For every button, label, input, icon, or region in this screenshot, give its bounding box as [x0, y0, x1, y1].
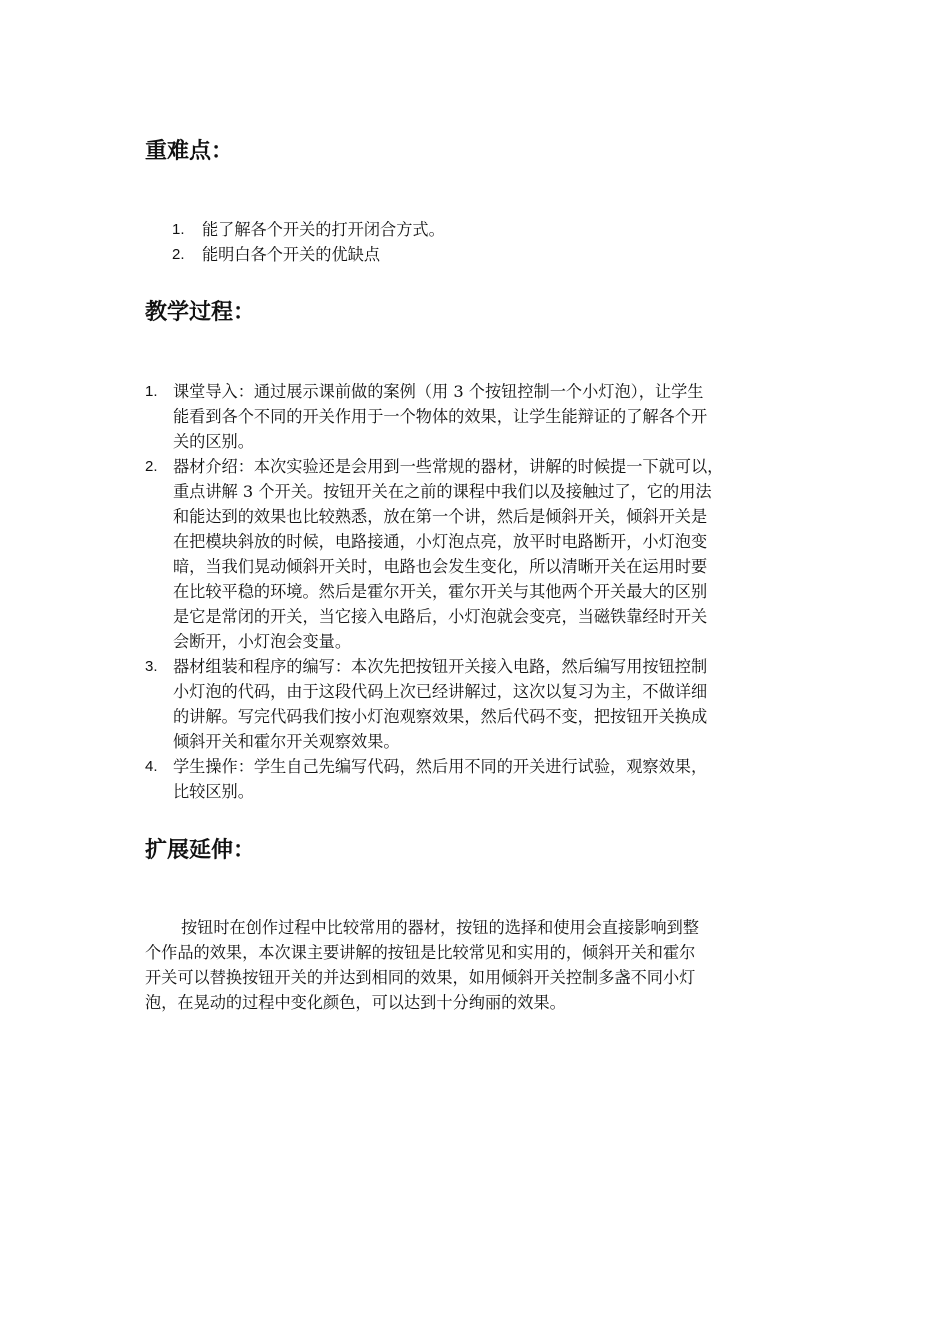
- key-points-list: [172, 217, 762, 267]
- list-number: 2.: [145, 458, 158, 475]
- list-number: 1.: [145, 383, 158, 400]
- list-line: 和能达到的效果也比较熟悉，放在第一个讲，然后是倾斜开关，倾斜开关是: [173, 507, 708, 526]
- list-line: 器材组装和程序的编写：本次先把按钮开关接入电路，然后编写用按钮控制: [173, 657, 708, 676]
- list-line: 器材介绍：本次实验还是会用到一些常规的器材，讲解的时候提一下就可以，: [173, 457, 724, 476]
- list-number: 2.: [172, 246, 185, 263]
- list-line: 是它是常闭的开关，当它接入电路后，小灯泡就会变亮，当磁铁靠经时开关: [173, 607, 708, 626]
- list-line: 的讲解。写完代码我们按小灯泡观察效果，然后代码不变，把按钮开关换成: [173, 707, 708, 726]
- list-text: 能了解各个开关的打开闭合方式。: [202, 220, 445, 239]
- list-item: [145, 654, 853, 754]
- list-line: 在把模块斜放的时候，电路接通，小灯泡点亮，放平时电路断开，小灯泡变: [173, 532, 708, 551]
- list-line: 小灯泡的代码，由于这段代码上次已经讲解过，这次以复习为主，不做详细: [173, 682, 708, 701]
- list-line: 能看到各个不同的开关作用于一个物体的效果，让学生能辩证的了解各个开: [173, 407, 708, 426]
- list-line: 暗，当我们晃动倾斜开关时，电路也会发生变化，所以清晰开关在运用时要: [173, 557, 708, 576]
- list-line: 比较区别。: [173, 782, 254, 801]
- list-line: 倾斜开关和霍尔开关观察效果。: [173, 732, 400, 751]
- list-line: 学生操作：学生自己先编写代码，然后用不同的开关进行试验，观察效果，: [173, 757, 708, 776]
- list-item: [145, 454, 853, 654]
- paragraph-line: 泡，在晃动的过程中变化颜色，可以达到十分绚丽的效果。: [145, 993, 566, 1012]
- process-list: [145, 379, 853, 804]
- list-line: 在比较平稳的环境。然后是霍尔开关，霍尔开关与其他两个开关最大的区别: [173, 582, 708, 601]
- heading-key-points: 重难点：: [145, 139, 234, 164]
- list-line: 重点讲解 3 个开关。按钮开关在之前的课程中我们以及接触过了，它的用法: [173, 482, 712, 501]
- list-text: 能明白各个开关的优缺点: [202, 245, 381, 264]
- list-line: 课堂导入：通过展示课前做的案例（用 3 个按钮控制一个小灯泡），让学生: [173, 382, 704, 401]
- heading-extension: 扩展延伸：: [145, 838, 256, 863]
- list-number: 3.: [145, 658, 158, 675]
- list-line: 关的区别。: [173, 432, 254, 451]
- list-item: [145, 379, 853, 454]
- list-item: [172, 242, 762, 267]
- extension-paragraph: [145, 915, 845, 1015]
- list-number: 1.: [172, 221, 185, 238]
- list-number: 4.: [145, 758, 158, 775]
- list-item: [172, 217, 762, 242]
- heading-process: 教学过程：: [145, 300, 256, 325]
- paragraph-line: 开关可以替换按钮开关的并达到相同的效果，如用倾斜开关控制多盏不同小灯: [145, 968, 696, 987]
- paragraph-line: 个作品的效果，本次课主要讲解的按钮是比较常见和实用的，倾斜开关和霍尔: [145, 943, 696, 962]
- paragraph-line: 按钮时在创作过程中比较常用的器材，按钮的选择和使用会直接影响到整: [181, 918, 699, 937]
- list-line: 会断开，小灯泡会变量。: [173, 632, 352, 651]
- list-item: [145, 754, 853, 804]
